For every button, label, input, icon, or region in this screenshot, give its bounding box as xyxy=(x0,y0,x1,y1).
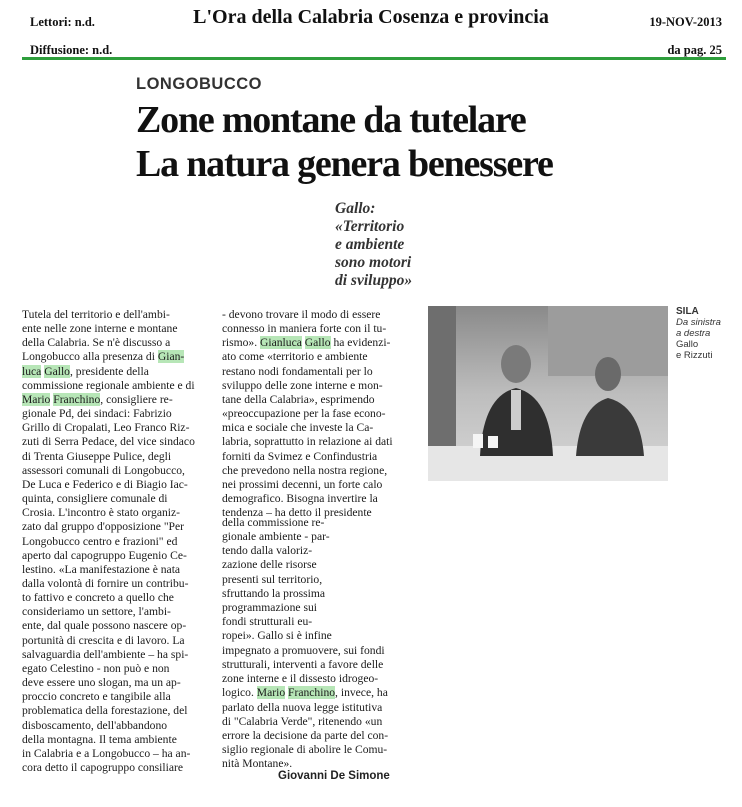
header-right xyxy=(649,13,722,59)
subhead-line: sono motori xyxy=(335,254,412,271)
circulation-label: Diffusione: n.d. xyxy=(30,43,113,57)
caption-line: a destra xyxy=(676,328,711,339)
article-line: zone interne e il dissesto idrogeo- xyxy=(222,672,379,686)
article-line: strutturali, interventi a favore delle xyxy=(222,658,384,672)
article-line: della commissione re- xyxy=(222,516,325,529)
article-line: lestino. «La manifestazione è nata xyxy=(22,562,181,576)
subhead-line: di sviluppo» xyxy=(335,272,413,289)
article-line: disboscamento, dell'abbandono xyxy=(22,718,168,732)
article-line: to fattivo e concreto a quello che xyxy=(22,591,174,605)
photo-caption xyxy=(676,306,740,361)
article-line: logico. Mario Franchino, invece, ha xyxy=(222,686,388,700)
article-signature: Giovanni De Simone xyxy=(278,770,390,782)
article-line: labria, soprattutto in relazione ai dati xyxy=(222,435,393,449)
article-line: nei prossimi decenni, un forte calo xyxy=(222,477,383,491)
article-line: luca Gallo, presidente della xyxy=(22,364,149,378)
page-label: da pag. 25 xyxy=(667,43,722,57)
article-line: forniti da Svimez e Confindustria xyxy=(222,449,378,463)
article-line: restano nodi fondamentali per lo xyxy=(222,364,373,378)
article-line: ropei». Gallo si è infine xyxy=(222,629,332,643)
caption-line: Gallo xyxy=(676,339,699,350)
headline-line-2: La natura genera benessere xyxy=(136,143,553,185)
article-line: deve essere uno slogan, ma un ap- xyxy=(22,676,181,690)
publication-title: L'Ora della Calabria Cosenza e provincia xyxy=(193,6,549,28)
article-line: nità Montane». xyxy=(222,757,293,771)
article-line: rismo». Gianluca Gallo ha evidenzi- xyxy=(222,336,391,350)
article-line: Longobucco alla presenza di Gian- xyxy=(22,350,185,364)
article-line: cora detto il capogruppo consiliare xyxy=(22,761,183,774)
article-kicker: LONGOBUCCO xyxy=(136,75,262,93)
article-column-2 xyxy=(222,308,418,520)
article-line: proccio concreto e tangibile alla xyxy=(22,690,171,704)
article-column-1 xyxy=(22,308,218,775)
article-headline xyxy=(136,98,656,186)
article-line: ente, dal quale possono nascere op- xyxy=(22,619,187,633)
article-subhead xyxy=(335,200,445,290)
article-line: tendenza – ha detto il presidente xyxy=(222,506,372,520)
article-line: Mario Franchino, consigliere re- xyxy=(22,392,173,406)
article-line: siglio regionale di abolire le Comu- xyxy=(222,743,388,757)
article-line: impegnato a promuovere, sui fondi xyxy=(222,644,385,657)
article-line: della Calabria. Se n'è discusso a xyxy=(22,336,171,350)
article-line: gionale ambiente - par- xyxy=(222,530,330,544)
header-divider xyxy=(22,57,726,60)
article-line: problematica della forestazione, del xyxy=(22,704,188,718)
article-line: commissione regionale ambiente e di xyxy=(22,378,195,392)
article-line: sviluppo delle zone interne e mon- xyxy=(222,378,383,392)
photo-image xyxy=(428,306,668,481)
caption-line: Da sinistra xyxy=(676,317,721,328)
article-line: di "Calabria Verde", ritenendo «un xyxy=(222,714,383,728)
article-line: che prevedono nella nostra regione, xyxy=(222,463,388,477)
article-line: Tutela del territorio e dell'ambi- xyxy=(22,308,170,321)
article-line: portunità di crescita e di lavoro. La xyxy=(22,633,185,647)
article-line: presenti sul territorio, xyxy=(222,572,323,586)
subhead-line: e ambiente xyxy=(335,236,405,253)
subhead-line: «Territorio xyxy=(335,218,405,235)
article-line: tendo dalla valoriz- xyxy=(222,544,313,558)
article-line: assessori comunali di Longobucco, xyxy=(22,463,185,477)
article-line: Longobucco centro e frazioni" ed xyxy=(22,534,178,548)
article-line: Grillo di Cropalati, Leo Franco Riz- xyxy=(22,421,190,435)
article-line: sfruttando la prossima xyxy=(222,586,326,600)
article-line: «preoccupazione per la fase econo- xyxy=(222,407,386,421)
article-photo xyxy=(428,306,668,481)
article-line: Crosia. L'incontro è stato organiz- xyxy=(22,506,181,520)
article-line: errore la decisione da parte del con- xyxy=(222,728,389,742)
article-line: zato dal gruppo d'opposizione "Per xyxy=(22,520,185,534)
article-column-2-narrow xyxy=(222,516,348,643)
article-line: mica e sociale che investe la Ca- xyxy=(222,421,374,435)
article-line: ente nelle zone interne e montane xyxy=(22,322,178,336)
article-line: demografico. Bisogna invertire la xyxy=(222,492,378,506)
headline-line-1: Zone montane da tutelare xyxy=(136,99,526,141)
article-line: programmazione sui xyxy=(222,600,317,614)
article-line: consideriamo un settore, l'ambi- xyxy=(22,605,171,619)
article-line: tane della Calabria», esprimendo xyxy=(222,392,375,406)
caption-title: SILA xyxy=(676,306,699,317)
article-line: egato Celestino - non può e non xyxy=(22,661,170,675)
article-line: della montagna. Il tema ambiente xyxy=(22,732,177,746)
article-line: salvaguardia dell'ambiente – ha spi- xyxy=(22,647,189,661)
article-line: quinta, consigliere comunale di xyxy=(22,492,168,506)
subhead-line: Gallo: xyxy=(335,200,376,217)
article-line: gionale Pd, dei sindaci: Fabrizio xyxy=(22,407,172,421)
article-line: - devono trovare il modo di essere xyxy=(222,308,381,321)
article-line: zuti di Serra Pedace, del vice sindaco xyxy=(22,435,195,449)
article-line: De Luca e Federico e di Biagio Iac- xyxy=(22,477,188,491)
article-line: zazione delle risorse xyxy=(222,558,317,572)
article-line: fondi strutturali eu- xyxy=(222,615,313,629)
article-line: dalla volontà di fornire un contribu- xyxy=(22,576,189,590)
readers-label: Lettori: n.d. xyxy=(30,15,95,29)
article-line: ato come «territorio e ambiente xyxy=(222,350,368,364)
date-label: 19-NOV-2013 xyxy=(649,15,722,29)
article-line: in Calabria e a Longobucco – ha an- xyxy=(22,746,191,760)
article-line: connesso in maniera forte con il tu- xyxy=(222,322,387,336)
article-line: parlato della nuova legge istitutiva xyxy=(222,700,383,714)
caption-line: e Rizzuti xyxy=(676,350,713,361)
article-line: aperto dal capogruppo Eugenio Ce- xyxy=(22,548,187,562)
article-column-2-end xyxy=(222,644,418,771)
article-line: di Trenta Giuseppe Pulice, degli xyxy=(22,449,172,463)
